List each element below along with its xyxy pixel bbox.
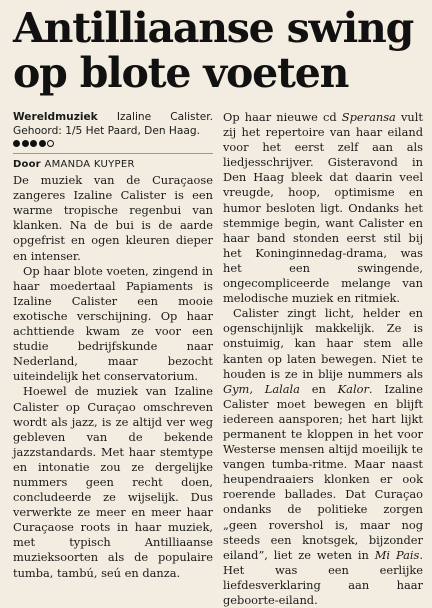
text-run: . Izaline Calister moet bewegen en blijft iedereen aansporen; het hart lijkt permanent te kloppen in het voor Westerse mensen altijd moeilijk te vangen tumba-ritme. Maar naast heupendraaiers klonken er ook roerende ballades. Dat Curaçao ondanks de politieke zorgen „geen rovershol is, maar nog steeds een knotsgek, bijzonder eiland”, liet ze weten in <box>223 381 423 562</box>
text-run: Calister zingt licht, helder en ogenschijnlijk makkelijk. Ze is onstuimig, kan haar stem alle kanten op laten bewegen. Niet te houden is ze in blije nummers als <box>223 306 423 381</box>
paragraph-3: Hoewel de muziek van Izaline Calister op Curaçao omschreven wordt als jazz, is ze altijd ver weg gebleven van de bekende jazzstandards. Met haar stemtype en intonatie zou ze dergelijke nummers geen recht doen, concludeerde ze wijselijk. Dus verwerkte ze meer en meer haar Curaçaose roots in haar muziek, met typisch Antilliaanse muzieksoorten als de populaire tumba, tambú, seú en danza. <box>13 384 213 580</box>
text-run: vult zij het repertoire van haar eiland voor het eerst zelf aan als liedjesschrijver. Gisteravond in Den Haag bleek dat daarin veel vreugde, hoop, optimisme en humor besloten ligt. Ondanks het stemmige begin, want Calister en haar band stonden eerst stil bij het Koninginnedag-drama, was het een swingende, ongecompliceerde melange van melodische muziek en ritmiek. <box>223 110 423 306</box>
text-run: . Het was een eerlijke liefdesverklaring aan haar geboorte-eiland. <box>223 547 424 607</box>
paragraph-2: Op haar blote voeten, zingend in haar moedertaal Papiaments is Izaline Calister een mooie exotische verschijning. Op haar achttiende kwam ze voor een studie bedrijfskunde naar Nederland, maar bezocht uiteindelijk het conservatorium. <box>13 263 213 384</box>
byline <box>13 153 213 172</box>
paragraph-4 <box>223 110 423 306</box>
left-column <box>13 110 213 608</box>
article-columns <box>13 110 423 608</box>
text-run: en <box>299 381 338 396</box>
artist-name: Izaline Calister. <box>116 111 213 123</box>
author-name: AMANDA KUYPER <box>44 159 135 170</box>
right-column <box>223 110 423 608</box>
rating-dot-filled-icon <box>22 140 29 147</box>
review-meta <box>13 110 213 138</box>
rating-dot-empty-icon <box>47 140 54 147</box>
paragraph-5 <box>223 306 423 608</box>
venue-info: Gehoord: 1/5 Het Paard, Den Haag. <box>13 125 200 137</box>
text-run: Op haar nieuwe cd <box>223 110 342 124</box>
star-rating <box>13 140 213 147</box>
byline-prefix: Door <box>13 159 41 170</box>
rating-dot-filled-icon <box>13 140 20 147</box>
headline-line-1: Antilliaanse swing <box>13 4 414 52</box>
headline-line-2: op blote voeten <box>13 49 349 97</box>
rating-dot-filled-icon <box>30 140 37 147</box>
album-title: Speransa <box>341 110 396 124</box>
genre-label: Wereldmuziek <box>13 111 98 123</box>
headline <box>13 6 422 96</box>
song-title: Gym, Lalala <box>223 381 300 396</box>
paragraph-1: De muziek van de Curaçaose zangeres Izaline Calister is een warme tropische regenbui van klanken. Na de bui is de aarde opgefrist en ogen kleuren dieper en intenser. <box>13 173 213 263</box>
rating-dot-filled-icon <box>39 140 46 147</box>
song-title: Mi Pais <box>374 547 420 562</box>
song-title: Kalor <box>337 381 369 396</box>
